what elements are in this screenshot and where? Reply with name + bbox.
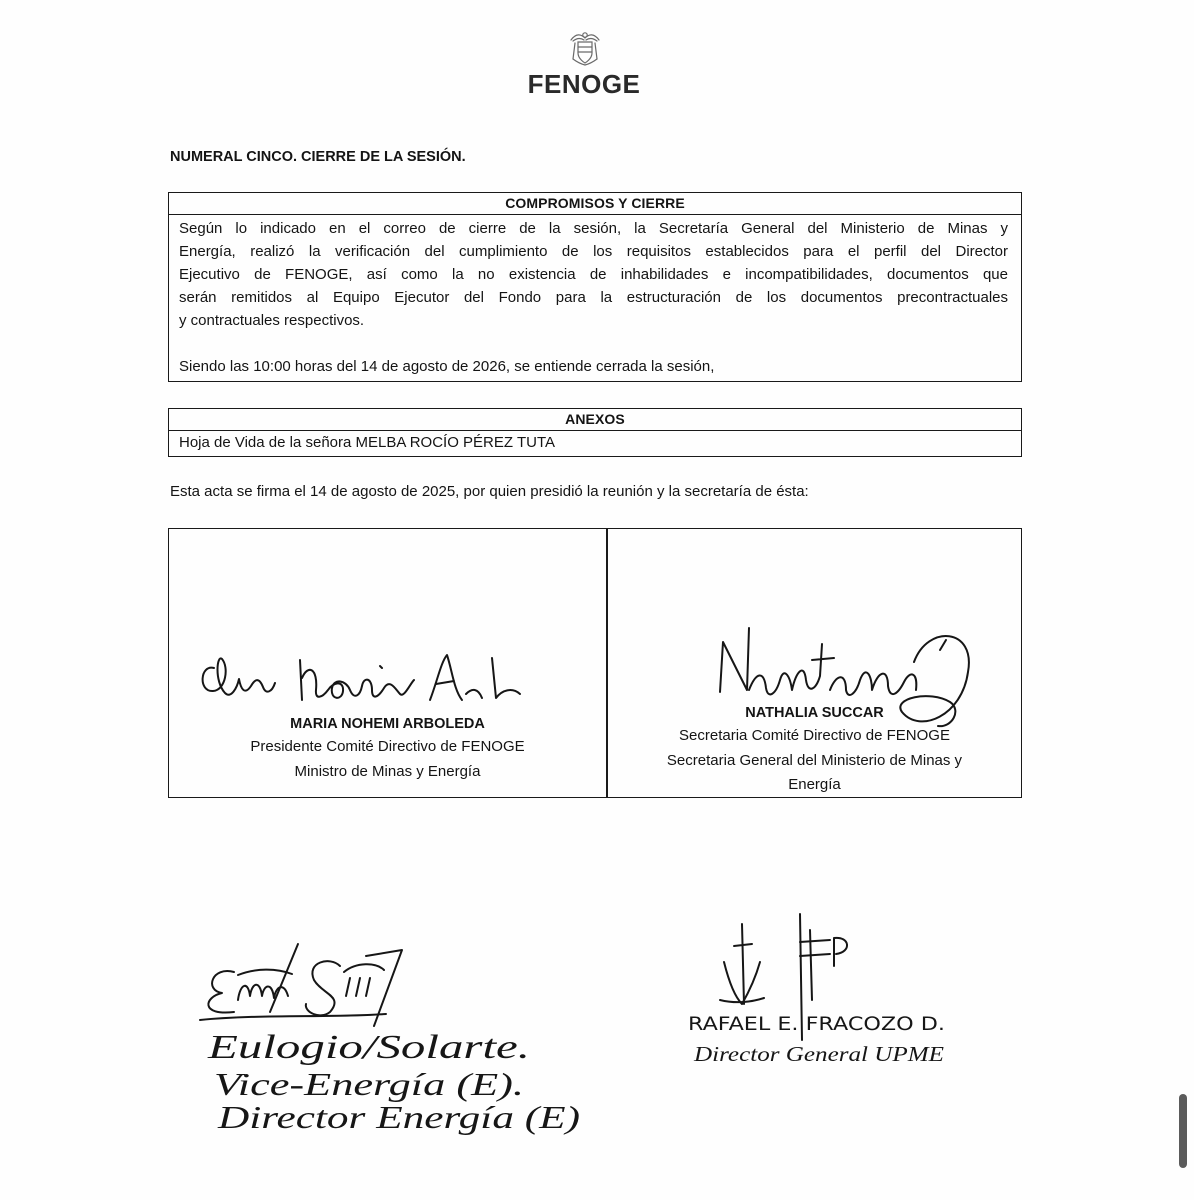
upme-director-signature xyxy=(720,914,847,1040)
signatory-role: Secretaria General del Ministerio de Minas y xyxy=(666,751,963,769)
signing-statement: Esta acta se firma el 14 de agosto de 2025, por quien presidió la reunión y la secretaría de ésta: xyxy=(170,483,809,500)
fenoge-logo-text: FENOGE xyxy=(527,69,641,99)
closing-statement: Siendo las 10:00 horas del 14 de agosto de 2026, se entiende cerrada la sesión, xyxy=(179,358,715,375)
signatory-role: Energía xyxy=(788,776,841,793)
vertical-scrollbar-thumb[interactable] xyxy=(1179,1094,1187,1168)
annexes-body xyxy=(169,431,1021,454)
commitments-line: serán remitidos al Equipo Ejecutor del Fondo para la estructuración de los documentos precontractuales xyxy=(179,289,1008,306)
commitments-line: Según lo indicado en el correo de cierre de la sesión, la Secretaría General del Ministerio de Minas y xyxy=(179,220,1008,237)
vice-minister-signature xyxy=(200,944,402,1026)
signatory-role: Ministro de Minas y Energía xyxy=(294,762,481,780)
annexes-table xyxy=(168,408,1022,457)
signatory-role: Presidente Comité Directivo de FENOGE xyxy=(250,738,525,755)
signatory-secretary xyxy=(607,702,1022,798)
handwritten-title-left: Vice-Energía (E). xyxy=(214,1066,524,1102)
handwritten-name-left: Eulogio/Solarte. xyxy=(206,1029,530,1066)
coat-of-arms-icon xyxy=(569,29,601,67)
commitments-heading: COMPROMISOS Y CIERRE xyxy=(169,193,1021,215)
section-title: NUMERAL CINCO. CIERRE DE LA SESIÓN. xyxy=(170,149,466,165)
handwritten-name-right: RAFAEL E. FRACOZO D. xyxy=(688,1013,945,1035)
commitments-line: y contractuales respectivos. xyxy=(179,312,365,329)
signatory-president xyxy=(168,713,607,784)
commitments-line: Energía, realizó la verificación del cumplimiento de los requisitos establecidos para el perfil del Director xyxy=(179,243,1008,260)
handwritten-title-right: Director General UPME xyxy=(692,1042,945,1066)
paragraph-spacer xyxy=(179,332,1008,355)
annex-item: Hoja de Vida de la señora MELBA ROCÍO PÉREZ TUTA xyxy=(179,434,555,451)
signatory-name: NATHALIA SUCCAR xyxy=(745,705,884,721)
signatory-name: MARIA NOHEMI ARBOLEDA xyxy=(290,716,485,732)
commitments-line: Ejecutivo de FENOGE, así como la no existencia de inhabilidades e incompatibilidades, documentos que xyxy=(179,266,1008,283)
commitments-body xyxy=(169,215,1021,378)
signatory-role: Secretaria Comité Directivo de FENOGE xyxy=(679,727,950,744)
handwritten-title-left: Director Energía (E) xyxy=(216,1099,581,1135)
annexes-heading: ANEXOS xyxy=(169,409,1021,431)
commitments-table xyxy=(168,192,1022,382)
